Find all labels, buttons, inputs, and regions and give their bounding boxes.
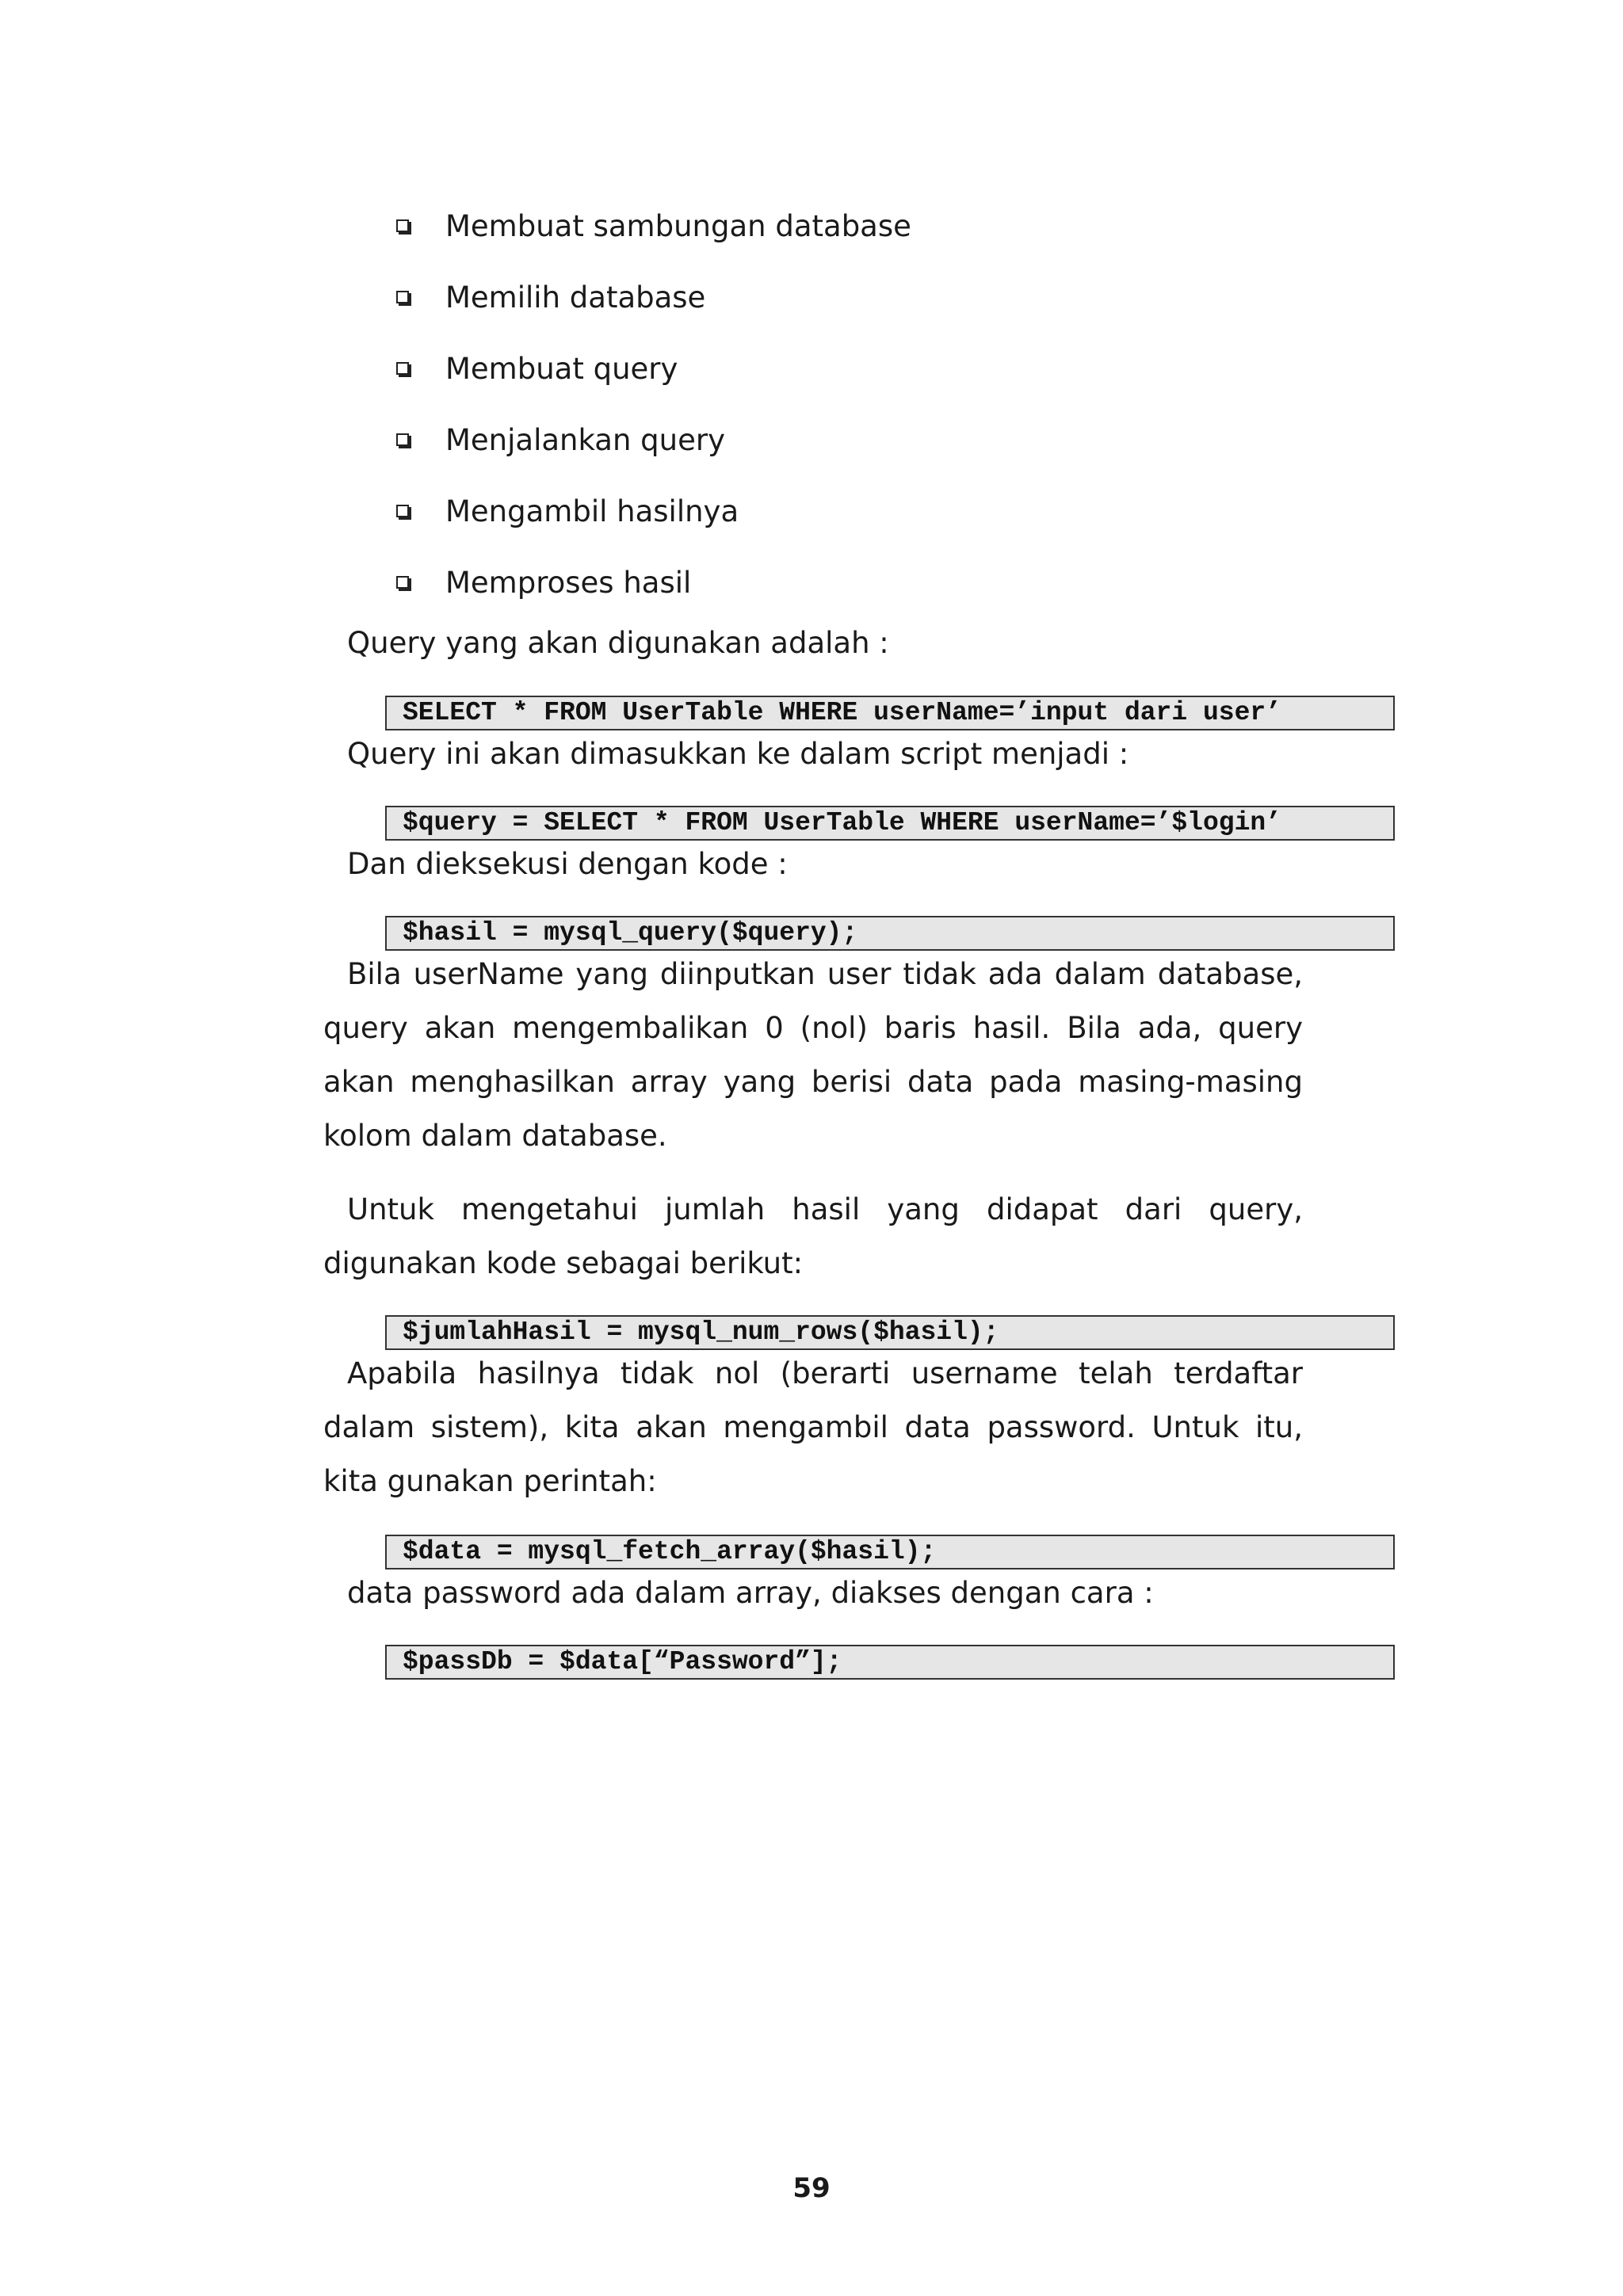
- list-item: [388, 404, 1339, 475]
- code-block-num-rows: $jumlahHasil = mysql_num_rows($hasil);: [385, 1315, 1395, 1350]
- paragraph-script-intro: Query ini akan dimasukkan ke dalam script menjadi :: [347, 737, 1129, 771]
- paragraph-query-intro: Query yang akan digunakan adalah :: [347, 626, 889, 660]
- code-block-fetch-array: $data = mysql_fetch_array($hasil);: [385, 1535, 1395, 1569]
- list-item-text: Mengambil hasilnya: [445, 494, 739, 528]
- code-block-mysql-query: $hasil = mysql_query($query);: [385, 916, 1395, 951]
- list-item: [388, 190, 1339, 261]
- page-number: 59: [792, 2172, 831, 2204]
- checkbox-bullet-icon: [396, 291, 409, 303]
- list-item-text: Memilih database: [445, 280, 706, 315]
- paragraph-username-check: Bila userName yang diinputkan user tidak ada dalam database, query akan mengembalikan 0 (nol) baris hasil. Bila ada, query akan menghasilkan array yang berisi data pada masing-masing kolom dalam database.: [323, 957, 1303, 1153]
- checkbox-bullet-icon: [396, 433, 409, 446]
- list-item-text: Membuat query: [445, 351, 678, 386]
- checkbox-bullet-icon: [396, 219, 409, 232]
- checkbox-bullet-icon: [396, 505, 409, 517]
- list-item-text: Membuat sambungan database: [445, 208, 911, 243]
- list-item-text: Memproses hasil: [445, 565, 692, 600]
- steps-list: [388, 190, 1339, 618]
- list-item: [388, 333, 1339, 404]
- code-block-query-var: $query = SELECT * FROM UserTable WHERE userName=’$login’: [385, 806, 1395, 841]
- paragraph-execute-intro: Dan dieksekusi dengan kode :: [347, 847, 788, 881]
- paragraph-count-intro: Untuk mengetahui jumlah hasil yang didapat dari query, digunakan kode sebagai berikut:: [323, 1192, 1303, 1280]
- paragraph-access-intro: data password ada dalam array, diakses dengan cara :: [347, 1576, 1154, 1610]
- list-item-text: Menjalankan query: [445, 422, 725, 457]
- list-item: [388, 547, 1339, 618]
- code-block-password: $passDb = $data[“Password”];: [385, 1645, 1395, 1680]
- code-block-select: SELECT * FROM UserTable WHERE userName=’input dari user’: [385, 696, 1395, 730]
- list-item: [388, 261, 1339, 333]
- paragraph-fetch-intro: Apabila hasilnya tidak nol (berarti username telah terdaftar dalam sistem), kita akan mengambil data password. Untuk itu, kita gunakan perintah:: [323, 1356, 1303, 1498]
- checkbox-bullet-icon: [396, 362, 409, 375]
- list-item: [388, 475, 1339, 547]
- checkbox-bullet-icon: [396, 576, 409, 589]
